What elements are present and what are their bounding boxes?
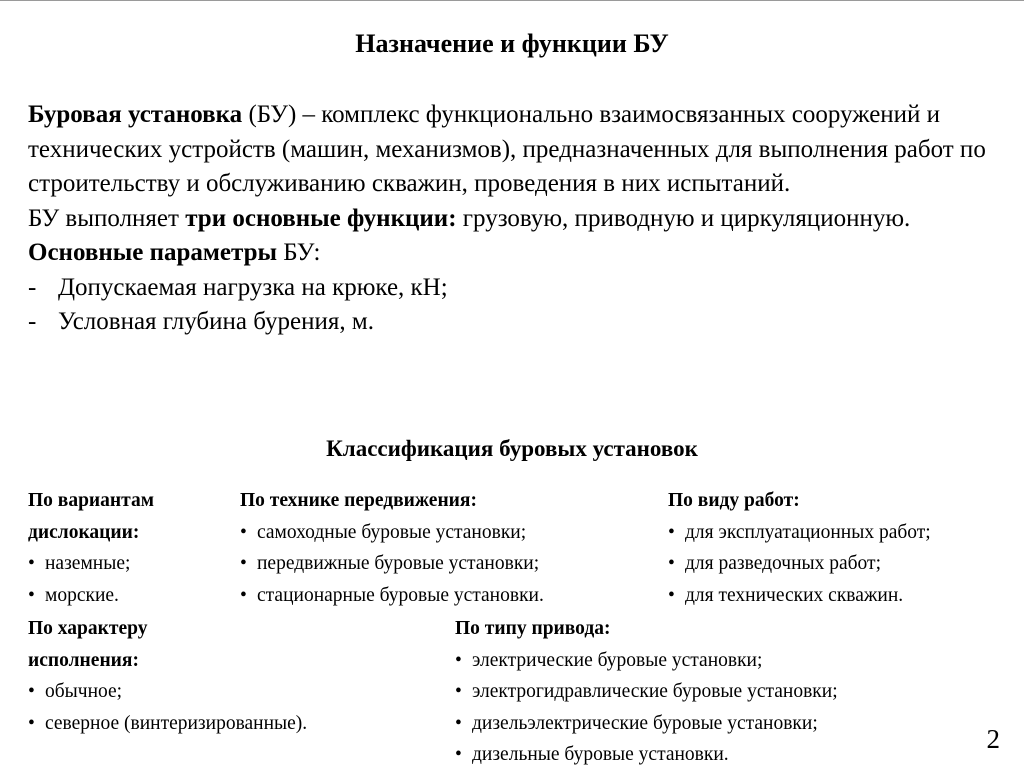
dash-marker: - <box>28 308 37 335</box>
bullet-marker: • <box>455 712 462 734</box>
bullet-marker: • <box>668 521 675 543</box>
parameters-suffix: БУ: <box>277 239 321 266</box>
bullet-marker: • <box>28 681 35 702</box>
list-item-text: самоходные буровые установки; <box>257 521 527 543</box>
parameter-text: Допускаемая нагрузка на крюке, кН; <box>58 273 448 301</box>
page-number: 2 <box>986 724 1000 754</box>
list-item-text: электрогидравлические буровые установки; <box>472 681 838 702</box>
list-item-text: обычное; <box>45 681 123 702</box>
movement-column <box>240 485 544 611</box>
list-item <box>455 645 838 677</box>
list-item-text: морские. <box>45 584 119 606</box>
execution-heading-line1: По характеру <box>28 618 148 639</box>
bullet-marker: • <box>28 553 35 574</box>
list-item <box>240 548 544 580</box>
parameter-text: Условная глубина бурения, м. <box>58 308 374 335</box>
list-item <box>28 548 154 580</box>
list-item-text: для технических скважин. <box>685 584 904 606</box>
list-item <box>28 580 154 612</box>
drive-column <box>455 613 838 771</box>
classification-title: Классификация буровых установок <box>326 436 698 461</box>
work-type-column <box>668 485 931 611</box>
execution-column <box>28 613 307 739</box>
list-item <box>668 548 931 580</box>
list-item-text: северное (винтеризированные). <box>45 712 308 734</box>
list-item-text: наземные; <box>45 553 131 574</box>
bullet-marker: • <box>240 553 247 574</box>
dislocation-heading-line2: дислокации: <box>28 521 140 543</box>
list-item <box>668 517 931 549</box>
list-item <box>455 708 838 740</box>
list-item-text: электрические буровые установки; <box>472 649 763 671</box>
bullet-marker: • <box>240 521 247 543</box>
bullet-marker: • <box>455 649 462 671</box>
dash-marker: - <box>28 273 37 301</box>
movement-heading: По технике передвижения: <box>240 490 477 511</box>
list-item-text: стационарные буровые установки. <box>257 584 544 606</box>
list-item <box>455 676 838 708</box>
list-item-text: для эксплуатационных работ; <box>685 521 931 543</box>
bullet-marker: • <box>28 712 35 734</box>
dislocation-heading-line1: По вариантам <box>28 490 154 511</box>
parameters-term: Основные параметры <box>28 239 278 266</box>
slide-title: Назначение и функции БУ <box>355 29 669 58</box>
list-item <box>668 580 931 612</box>
bullet-marker: • <box>455 681 462 702</box>
functions-intro: БУ выполняет <box>28 204 186 232</box>
list-item-text: дизельные буровые установки. <box>472 744 729 765</box>
definition-paragraph <box>28 98 988 202</box>
functions-body: грузовую, приводную и циркуляционную. <box>456 204 911 232</box>
list-item-text: дизельэлектрические буровые установки; <box>472 712 818 734</box>
list-item <box>455 739 838 771</box>
definition-term: Буровая установка <box>28 101 243 128</box>
bullet-marker: • <box>240 584 247 606</box>
bullet-marker: • <box>668 584 675 606</box>
list-item <box>28 676 307 708</box>
list-item-text: для разведочных работ; <box>685 553 881 574</box>
bullet-marker: • <box>455 744 462 765</box>
work-type-heading: По виду работ: <box>668 490 800 511</box>
drive-heading: По типу привода: <box>455 618 611 639</box>
list-item <box>240 517 544 549</box>
parameters-heading <box>28 236 988 271</box>
parameter-item <box>28 271 988 306</box>
definition-text <box>28 98 988 340</box>
functions-term: три основные функции: <box>185 204 457 232</box>
parameter-item <box>28 305 988 340</box>
list-item <box>28 708 307 740</box>
list-item-text: передвижные буровые установки; <box>257 553 540 574</box>
execution-heading-line2: исполнения: <box>28 649 139 671</box>
list-item <box>240 580 544 612</box>
definition-body: (БУ) – комплекс функционально взаимосвязанных сооружений и технических устройств (машин, механизмов), предназначенных для выполнения работ по строительству и обслуживанию скважин, проведения в них испытаний. <box>28 101 986 197</box>
dislocation-column <box>28 485 154 611</box>
bullet-marker: • <box>668 553 675 574</box>
functions-paragraph <box>28 202 988 237</box>
top-border-line <box>0 0 1024 1</box>
bullet-marker: • <box>28 584 35 606</box>
